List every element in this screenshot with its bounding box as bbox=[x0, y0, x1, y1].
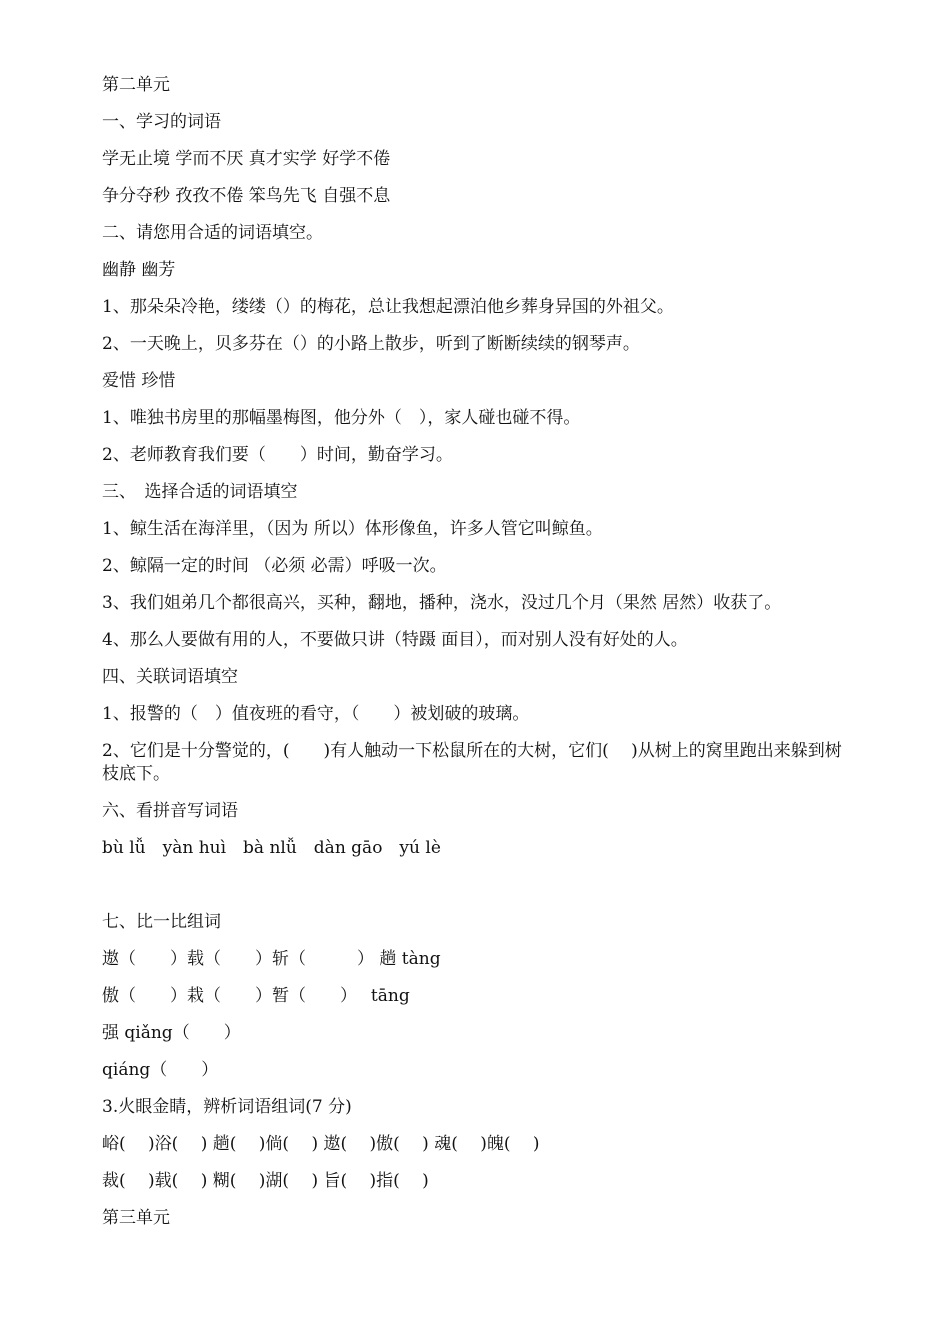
vocab-line: 争分夺秒 孜孜不倦 笨鸟先飞 自强不息 bbox=[102, 186, 391, 206]
exercise-item: 3、我们姐弟几个都很高兴，买种，翻地，播种，浇水，没过几个月（果然 居然）收获了。 bbox=[102, 593, 782, 613]
exercise-item: 1、那朵朵冷艳，缕缕（）的梅花，总让我想起漂泊他乡葬身异国的外祖父。 bbox=[102, 297, 674, 317]
compare-words-line: 遨（ ）载（ ）斩（ ） 趟 tàng bbox=[102, 949, 441, 969]
document-page bbox=[102, 74, 842, 1244]
section-heading: 四、关联词语填空 bbox=[102, 667, 238, 687]
section-heading: 3.火眼金睛，辨析词语组词(7 分) bbox=[102, 1097, 352, 1117]
section-heading: 七、比一比组词 bbox=[102, 912, 221, 932]
section-heading: 三、 选择合适的词语填空 bbox=[102, 482, 298, 502]
exercise-item: 2、它们是十分警觉的，( )有人触动一下松鼠所在的大树，它们( )从树上的窝里跑出来躲到树枝底下。 bbox=[102, 741, 842, 784]
word-options: 幽静 幽芳 bbox=[102, 260, 176, 280]
exercise-item: 2、老师教育我们要（ ）时间，勤奋学习。 bbox=[102, 445, 453, 465]
compare-words-line: 裁( )载( ) 糊( )湖( ) 旨( )指( ) bbox=[102, 1171, 429, 1191]
exercise-item: 2、一天晚上，贝多芬在（）的小路上散步，听到了断断续续的钢琴声。 bbox=[102, 334, 640, 354]
exercise-item: 1、报警的（ ）值夜班的看守，（ ）被划破的玻璃。 bbox=[102, 704, 530, 724]
exercise-item: 1、鲸生活在海洋里，（因为 所以）体形像鱼，许多人管它叫鲸鱼。 bbox=[102, 519, 603, 539]
section-heading: 二、请您用合适的词语填空。 bbox=[102, 223, 323, 243]
exercise-item: 1、唯独书房里的那幅墨梅图，他分外（ ），家人碰也碰不得。 bbox=[102, 408, 581, 428]
section-heading: 六、看拼音写词语 bbox=[102, 801, 238, 821]
compare-words-line: 傲（ ）栽（ ）暂（ ） tāng bbox=[102, 986, 410, 1006]
unit-heading: 第三单元 bbox=[102, 1208, 170, 1228]
pinyin-line: bù lǚ yàn huì bà nlǚ dàn gāo yú lè bbox=[102, 838, 441, 858]
section-heading: 一、学习的词语 bbox=[102, 112, 221, 132]
compare-words-line: qiáng（ ） bbox=[102, 1060, 219, 1080]
exercise-item: 4、那么人要做有用的人，不要做只讲（特蹑 面目），而对别人没有好处的人。 bbox=[102, 630, 688, 650]
exercise-item: 2、鲸隔一定的时间 （必须 必需）呼吸一次。 bbox=[102, 556, 447, 576]
blank-gap bbox=[102, 874, 842, 911]
compare-words-line: 强 qiǎng（ ） bbox=[102, 1023, 241, 1043]
unit-heading: 第二单元 bbox=[102, 75, 170, 95]
vocab-line: 学无止境 学而不厌 真才实学 好学不倦 bbox=[102, 149, 391, 169]
compare-words-line: 峪( )浴( ) 趟( )倘( ) 遨( )傲( ) 魂( )魄( ) bbox=[102, 1134, 540, 1154]
word-options: 爱惜 珍惜 bbox=[102, 371, 176, 391]
